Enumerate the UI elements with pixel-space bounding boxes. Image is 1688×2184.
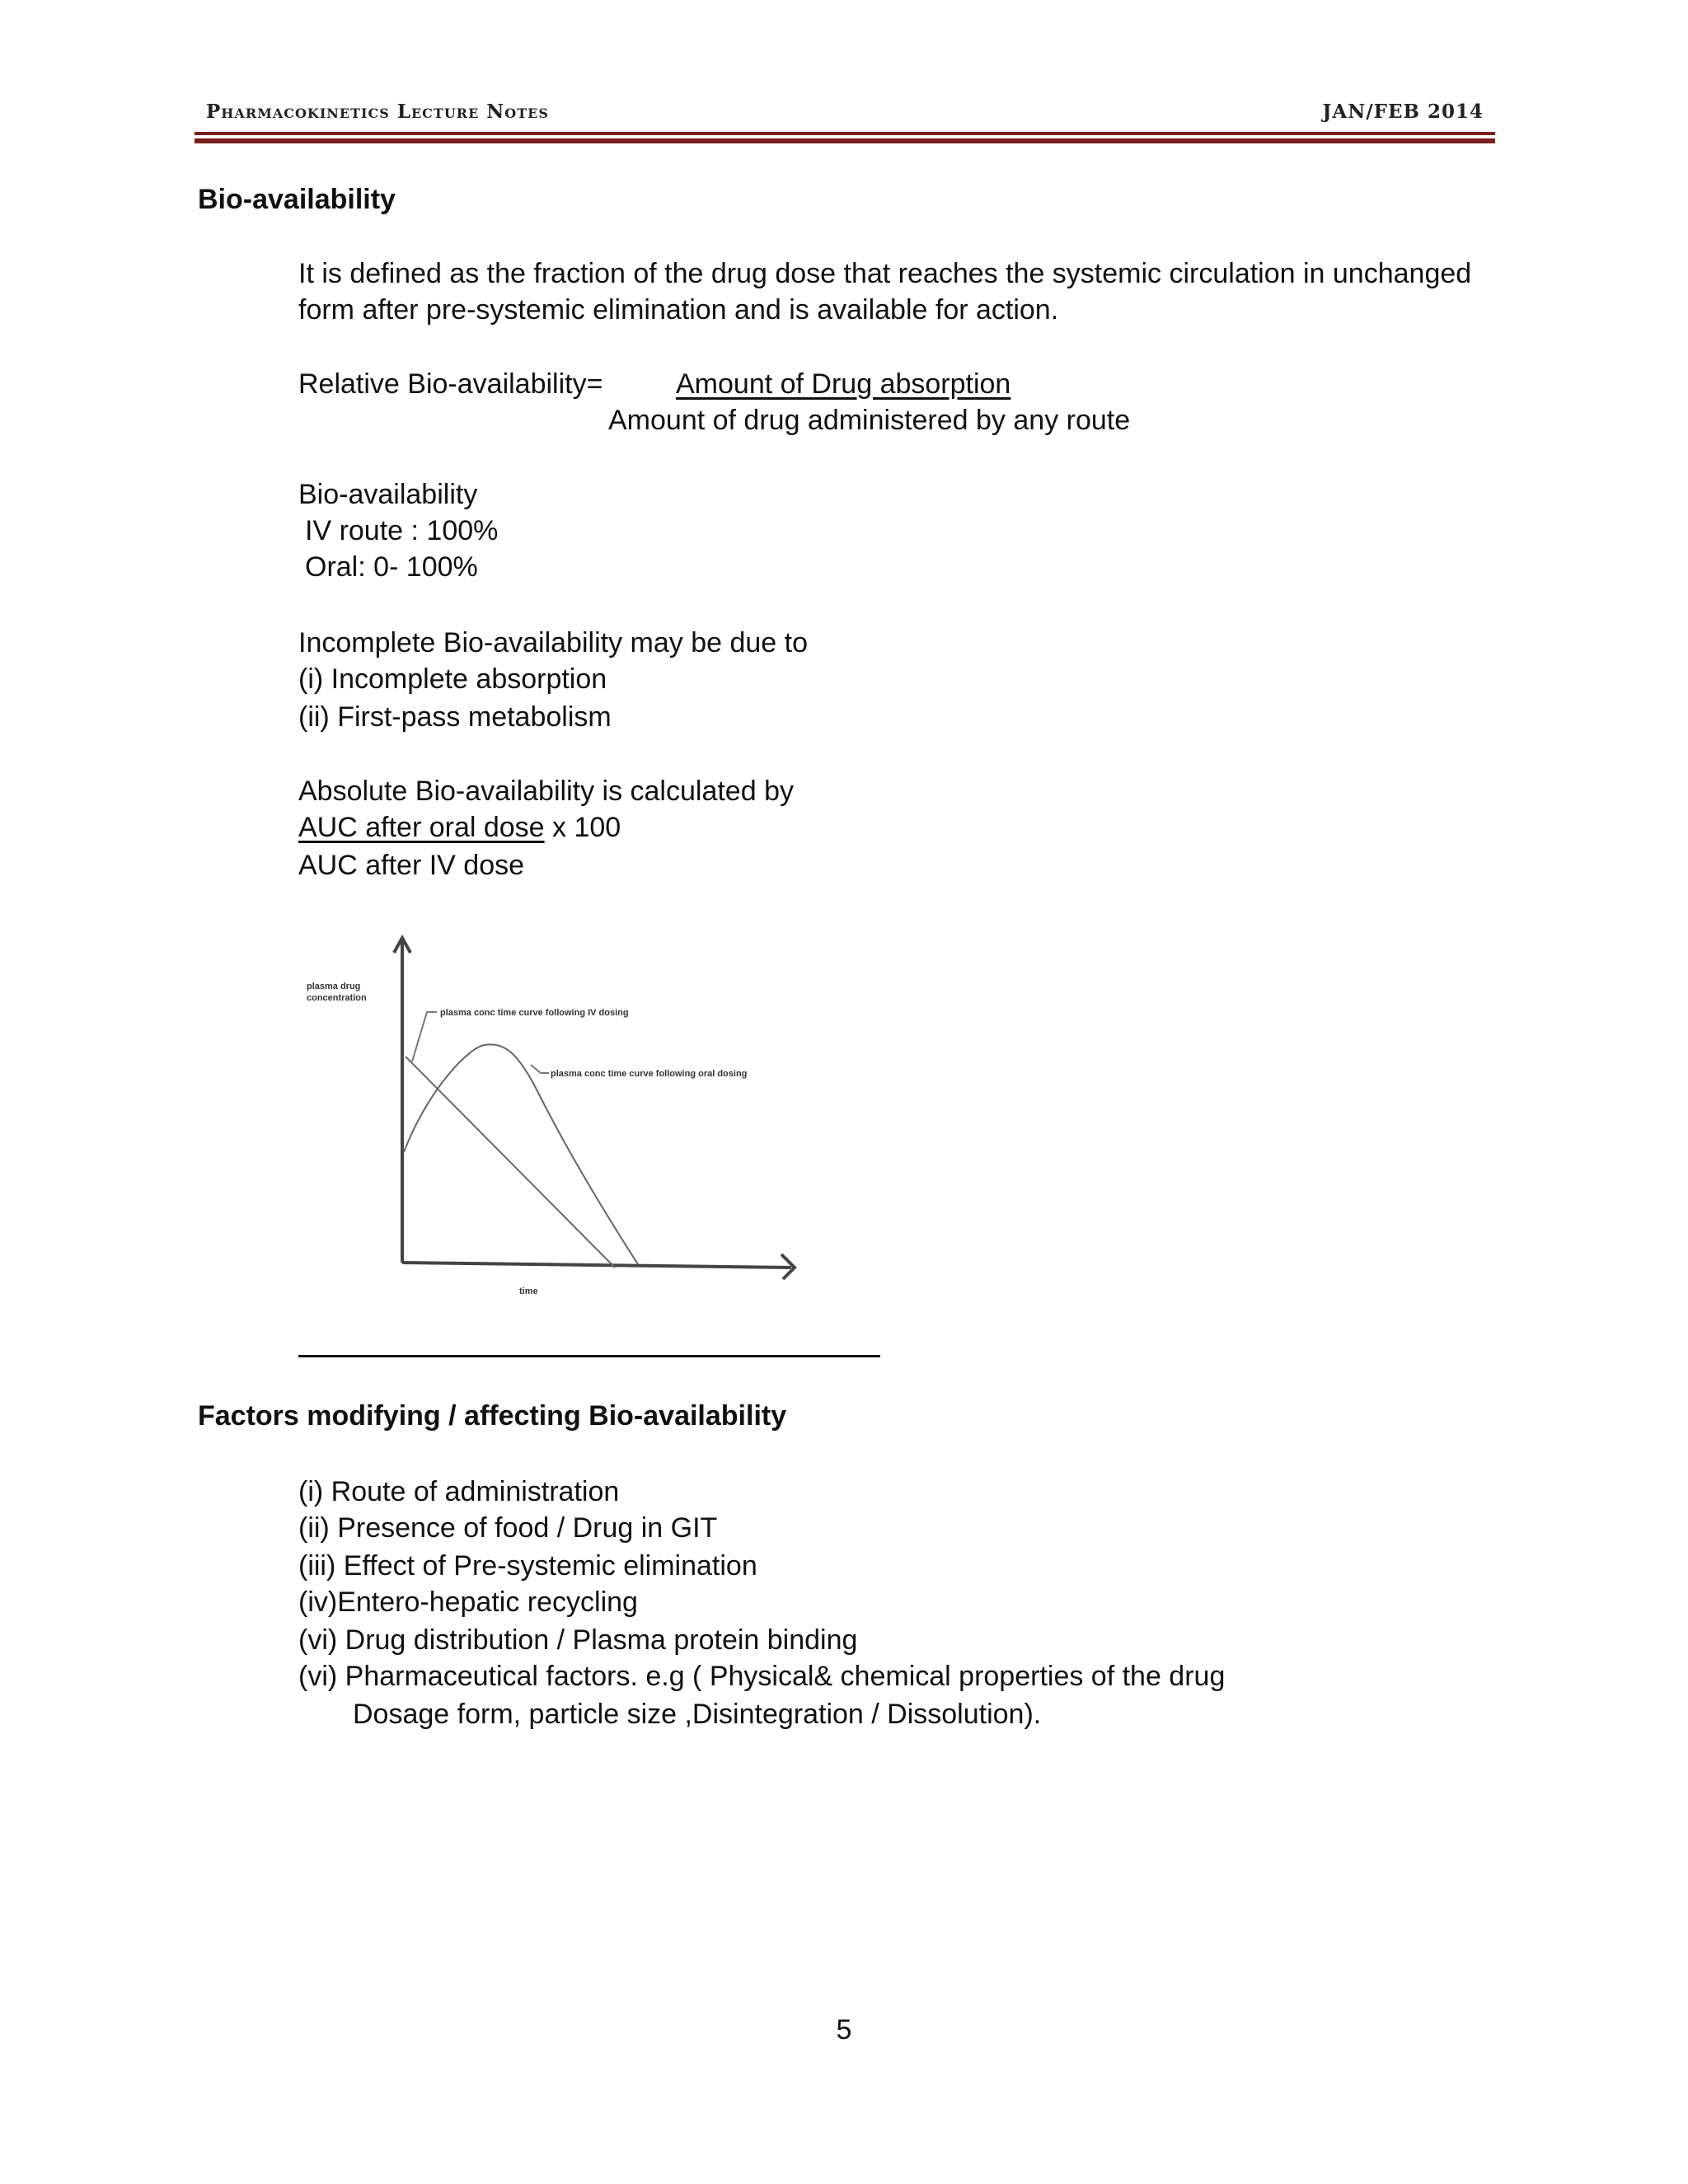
oral-label-leader xyxy=(531,1065,549,1073)
page-number: 5 xyxy=(836,2014,852,2046)
factor-item: (vi) Drug distribution / Plasma protein binding xyxy=(298,1624,858,1656)
absolute-multiplier: x 100 xyxy=(544,812,621,843)
x-axis xyxy=(402,1263,791,1268)
incomplete-item-1: (i) Incomplete absorption xyxy=(298,663,607,695)
relative-ba-denominator: Amount of drug administered by any route xyxy=(608,405,1131,436)
section-heading-factors: Factors modifying / affecting Bio-availability xyxy=(198,1400,787,1432)
factor-item: (i) Route of administration xyxy=(298,1476,620,1507)
relative-ba-numerator: Amount of Drug absorption xyxy=(676,368,1011,400)
incomplete-title: Incomplete Bio-availability may be due to xyxy=(298,627,808,658)
ba-title: Bio-availability xyxy=(298,479,478,510)
plasma-concentration-figure xyxy=(297,931,808,1310)
factor-item: (iii) Effect of Pre-systemic elimination xyxy=(298,1550,757,1582)
factor-item: (vi) Pharmaceutical factors. e.g ( Physical& chemical properties of the drug xyxy=(298,1661,1226,1692)
factor-item-continuation: Dosage form, particle size ,Disintegration / Dissolution). xyxy=(353,1699,1042,1730)
ba-iv-route: IV route : 100% xyxy=(305,515,499,546)
absolute-title: Absolute Bio-availability is calculated by xyxy=(298,776,794,807)
header-rule-thin xyxy=(195,132,1495,135)
header-date: JAN/FEB 2014 xyxy=(1322,101,1484,123)
absolute-formula xyxy=(298,809,621,846)
ba-oral-route: Oral: 0- 100% xyxy=(305,551,478,583)
header-rule-thick xyxy=(195,138,1495,143)
section-separator xyxy=(298,1355,880,1357)
absolute-numerator: AUC after oral dose xyxy=(298,812,545,843)
iv-curve-label: plasma conc time curve following IV dosing xyxy=(440,1008,629,1018)
oral-curve-label: plasma conc time curve following oral dosing xyxy=(551,1069,748,1079)
absolute-denominator: AUC after IV dose xyxy=(298,850,525,881)
section-heading-bioavailability: Bio-availability xyxy=(198,184,396,215)
x-axis-label: time xyxy=(519,1286,538,1296)
y-axis-label-line1: plasma drug xyxy=(307,982,361,991)
definition-line-2: form after pre-systemic elimination and is available for action. xyxy=(298,294,1059,326)
factor-item: (ii) Presence of food / Drug in GIT xyxy=(298,1512,718,1544)
figure-svg xyxy=(297,931,808,1310)
factor-item: (iv)Entero-hepatic recycling xyxy=(298,1586,638,1618)
iv-label-leader xyxy=(412,1012,437,1062)
page-header xyxy=(195,101,1495,125)
definition-line-1: It is defined as the fraction of the drug dose that reaches the systemic circulation in unchanged xyxy=(298,258,1472,289)
incomplete-item-2: (ii) First-pass metabolism xyxy=(298,701,612,733)
y-axis-label-line2: concentration xyxy=(307,993,367,1003)
header-title: Pharmacokinetics Lecture Notes xyxy=(206,101,549,123)
relative-ba-label: Relative Bio-availability= xyxy=(298,368,603,400)
